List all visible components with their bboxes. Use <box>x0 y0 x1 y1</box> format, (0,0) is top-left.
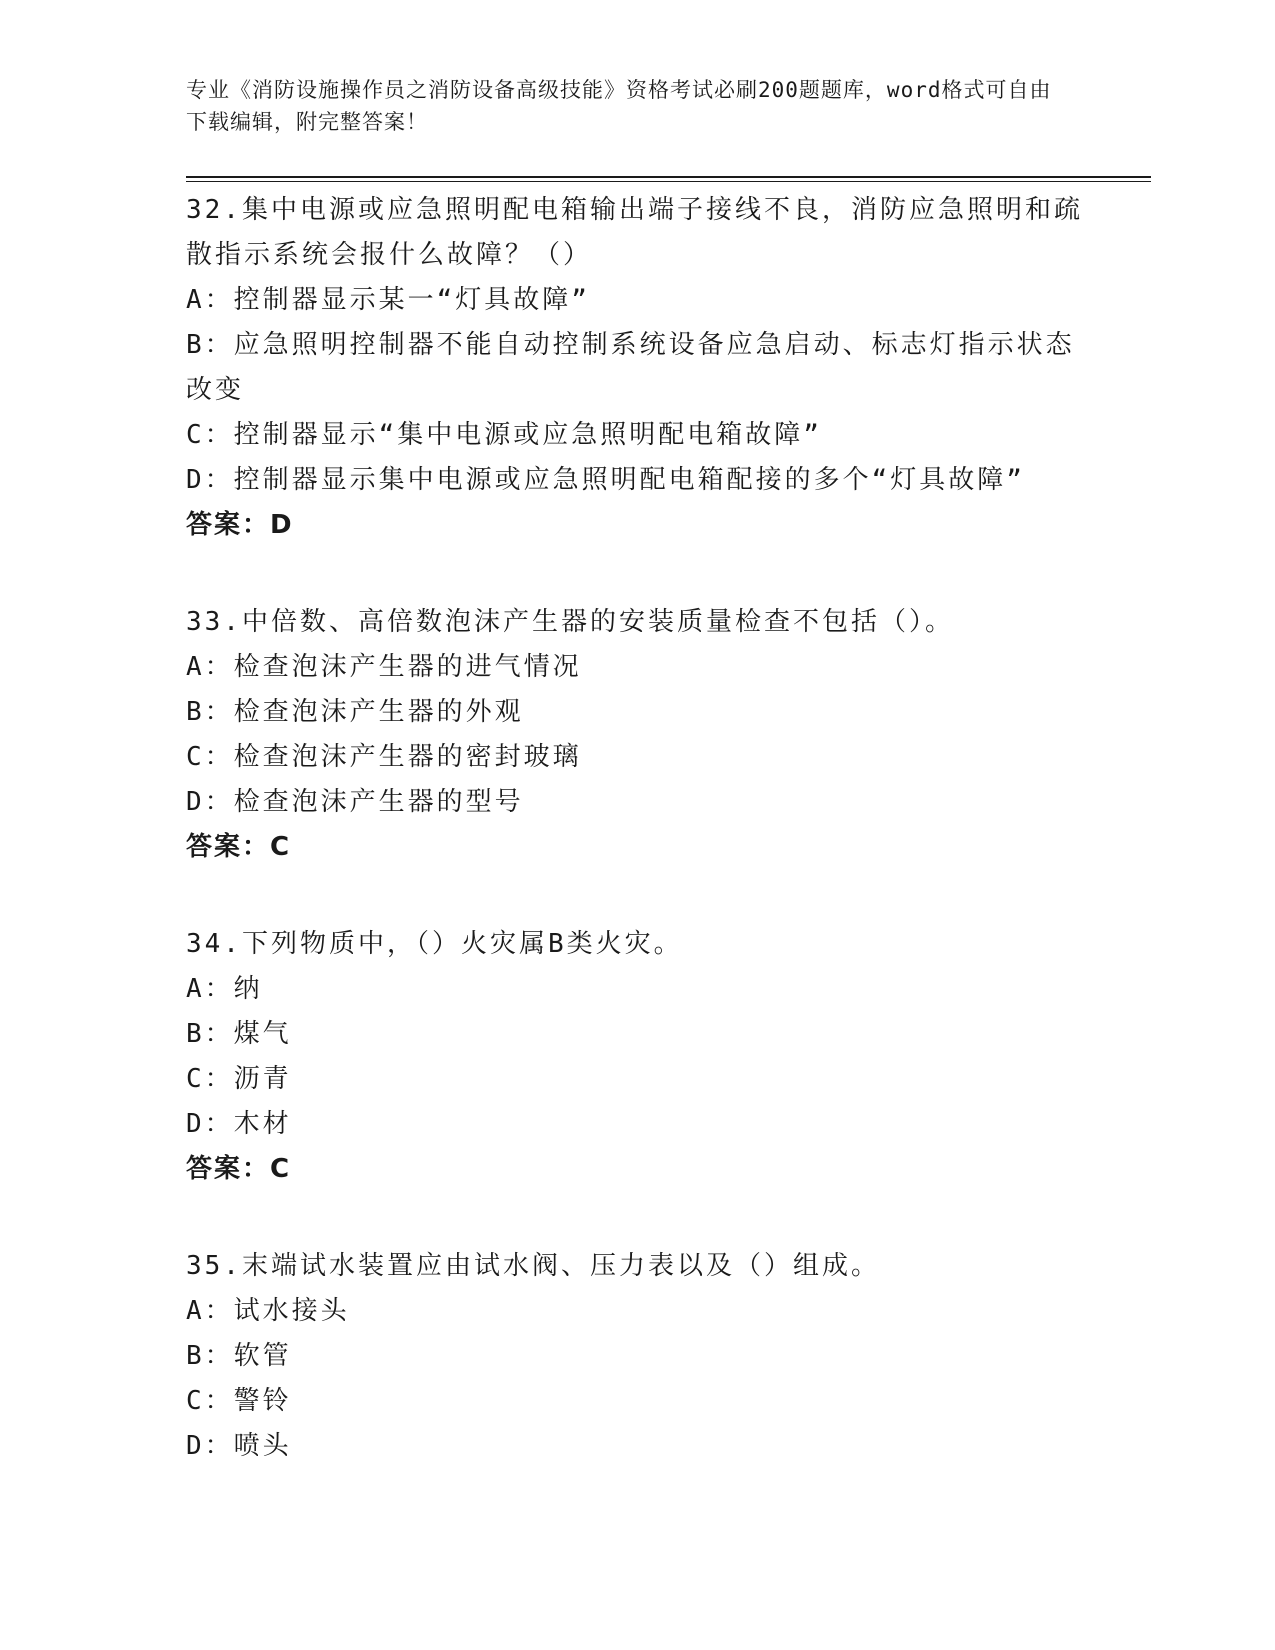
option-b: B：煤气 <box>186 1019 292 1049</box>
question-32 <box>186 188 1086 548</box>
question-stem: 34.下列物质中，（）火灾属B类火灾。 <box>186 929 683 959</box>
option-d: D：检查泡沫产生器的型号 <box>186 787 524 817</box>
question-stem: 32.集中电源或应急照明配电箱输出端子接线不良，消防应急照明和疏散指示系统会报什么故障？（） <box>186 195 1083 270</box>
header-divider-thick <box>186 176 1151 178</box>
question-list <box>186 188 1086 1521</box>
option-d: D：木材 <box>186 1109 292 1139</box>
option-c: C：沥青 <box>186 1064 292 1094</box>
option-c: C：检查泡沫产生器的密封玻璃 <box>186 742 582 772</box>
question-34 <box>186 922 1086 1192</box>
question-stem: 33.中倍数、高倍数泡沫产生器的安装质量检查不包括（）。 <box>186 607 954 637</box>
question-stem: 35.末端试水装置应由试水阀、压力表以及（）组成。 <box>186 1251 880 1281</box>
header-divider-thin <box>186 181 1151 182</box>
option-b: B：软管 <box>186 1341 292 1371</box>
option-a: A：控制器显示某一“灯具故障” <box>186 285 590 315</box>
option-c: C：控制器显示“集中电源或应急照明配电箱故障” <box>186 420 822 450</box>
option-d: D：喷头 <box>186 1431 292 1461</box>
option-b: B：检查泡沫产生器的外观 <box>186 697 524 727</box>
option-a: A：检查泡沫产生器的进气情况 <box>186 652 582 682</box>
answer-text: 答案：C <box>186 832 292 862</box>
option-b: B：应急照明控制器不能自动控制系统设备应急启动、标志灯指示状态改变 <box>186 330 1075 405</box>
question-33 <box>186 600 1086 870</box>
option-d: D：控制器显示集中电源或应急照明配电箱配接的多个“灯具故障” <box>186 465 1025 495</box>
answer-text: 答案：D <box>186 510 294 540</box>
question-35 <box>186 1244 1086 1469</box>
option-a: A：纳 <box>186 974 263 1004</box>
answer-text: 答案：C <box>186 1154 292 1184</box>
option-a: A：试水接头 <box>186 1296 350 1326</box>
option-c: C：警铃 <box>186 1386 292 1416</box>
document-header: 专业《消防设施操作员之消防设备高级技能》资格考试必刷200题题库，word格式可自由下载编辑，附完整答案！ <box>186 78 1052 134</box>
